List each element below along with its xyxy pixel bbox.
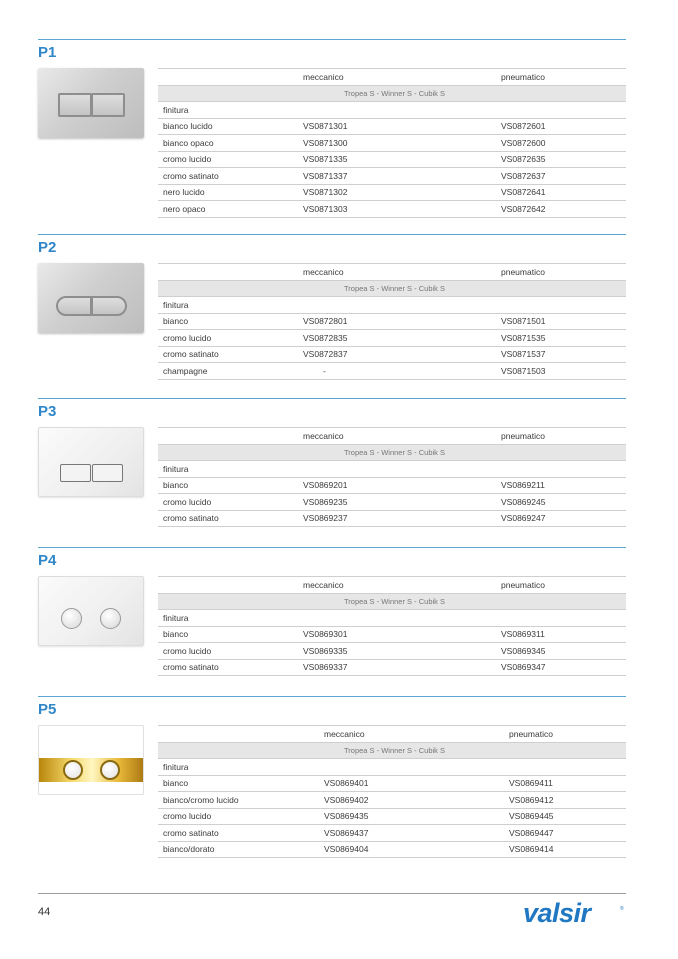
flush-button-left xyxy=(61,608,82,629)
section-title: P3 xyxy=(38,403,57,420)
pneumatic-code: VS0869447 xyxy=(504,825,626,842)
pneumatic-code: VS0869245 xyxy=(496,494,626,511)
mechanical-code: VS0869402 xyxy=(319,792,504,809)
table-header-row xyxy=(158,428,626,445)
finish-name: champagne xyxy=(158,363,298,380)
finish-label: finitura xyxy=(158,461,626,478)
registered-mark: ® xyxy=(620,906,624,912)
table-row xyxy=(158,626,626,643)
table-row xyxy=(158,330,626,347)
section-divider xyxy=(38,398,626,399)
compatibility-note: Tropea S - Winner S - Cubik S xyxy=(158,280,626,297)
finish-label-row xyxy=(158,610,626,627)
finish-name: cromo satinato xyxy=(158,825,319,842)
gold-band xyxy=(39,758,144,782)
finish-label-row xyxy=(158,102,626,119)
column-header-mechanical: meccanico xyxy=(298,428,496,445)
mechanical-code: VS0869404 xyxy=(319,841,504,858)
finish-label-row xyxy=(158,759,626,776)
table-row xyxy=(158,118,626,135)
mechanical-code: VS0869235 xyxy=(298,494,496,511)
mechanical-code: VS0869435 xyxy=(319,808,504,825)
pneumatic-code: VS0869445 xyxy=(504,808,626,825)
table-row xyxy=(158,792,626,809)
table-row xyxy=(158,841,626,858)
product-code-table-p1 xyxy=(158,68,626,218)
column-header-mechanical: meccanico xyxy=(319,726,504,743)
table-row xyxy=(158,168,626,185)
finish-name: cromo satinato xyxy=(158,346,298,363)
table-row xyxy=(158,477,626,494)
pneumatic-code: VS0869311 xyxy=(496,626,626,643)
finish-name: bianco xyxy=(158,775,319,792)
mechanical-code: VS0871300 xyxy=(298,135,496,152)
flush-plate-image-p3 xyxy=(38,427,144,497)
product-code-table-p3 xyxy=(158,427,626,527)
compatibility-row xyxy=(158,85,626,102)
finish-name: cromo satinato xyxy=(158,168,298,185)
compatibility-note: Tropea S - Winner S - Cubik S xyxy=(158,85,626,102)
table-row xyxy=(158,775,626,792)
mechanical-code: VS0869337 xyxy=(298,659,496,676)
compatibility-row xyxy=(158,280,626,297)
mechanical-code: VS0869237 xyxy=(298,510,496,527)
flush-button-left xyxy=(58,93,92,117)
product-code-table-p4 xyxy=(158,576,626,676)
pneumatic-code: VS0871501 xyxy=(496,313,626,330)
column-header-pneumatic: pneumatico xyxy=(496,264,626,281)
finish-name: bianco lucido xyxy=(158,118,298,135)
mechanical-code: VS0871303 xyxy=(298,201,496,218)
table-row xyxy=(158,659,626,676)
finish-name: nero lucido xyxy=(158,184,298,201)
section-title: P4 xyxy=(38,552,57,569)
compatibility-row xyxy=(158,593,626,610)
mechanical-code: VS0869335 xyxy=(298,643,496,660)
mechanical-code: - xyxy=(298,363,496,380)
pneumatic-code: VS0872642 xyxy=(496,201,626,218)
finish-name: bianco xyxy=(158,477,298,494)
pneumatic-code: VS0871503 xyxy=(496,363,626,380)
column-header-pneumatic: pneumatico xyxy=(496,69,626,86)
mechanical-code: VS0869301 xyxy=(298,626,496,643)
table-row xyxy=(158,825,626,842)
mechanical-code: VS0871302 xyxy=(298,184,496,201)
flush-button-right xyxy=(91,296,127,316)
finish-label-row xyxy=(158,461,626,478)
section-divider xyxy=(38,696,626,697)
finish-label: finitura xyxy=(158,297,626,314)
compatibility-row xyxy=(158,444,626,461)
flush-plate-image-p1 xyxy=(38,68,144,138)
section-title: P5 xyxy=(38,701,57,718)
table-row xyxy=(158,643,626,660)
column-header-pneumatic: pneumatico xyxy=(504,726,626,743)
table-row xyxy=(158,346,626,363)
pneumatic-code: VS0871537 xyxy=(496,346,626,363)
flush-button-right xyxy=(100,608,121,629)
mechanical-code: VS0871301 xyxy=(298,118,496,135)
flush-button-right xyxy=(100,760,120,780)
finish-label-row xyxy=(158,297,626,314)
mechanical-code: VS0871337 xyxy=(298,168,496,185)
pneumatic-code: VS0869414 xyxy=(504,841,626,858)
mechanical-code: VS0872837 xyxy=(298,346,496,363)
flush-plate-image-p4 xyxy=(38,576,144,646)
pneumatic-code: VS0872637 xyxy=(496,168,626,185)
finish-name: cromo lucido xyxy=(158,808,319,825)
finish-label: finitura xyxy=(158,610,626,627)
mechanical-code: VS0872801 xyxy=(298,313,496,330)
finish-label: finitura xyxy=(158,102,626,119)
flush-plate-image-p5 xyxy=(38,725,144,795)
mechanical-code: VS0872835 xyxy=(298,330,496,347)
flush-button-left xyxy=(63,760,83,780)
table-row xyxy=(158,510,626,527)
finish-name: cromo lucido xyxy=(158,643,298,660)
column-header-mechanical: meccanico xyxy=(298,69,496,86)
flush-button-left xyxy=(56,296,92,316)
pneumatic-code: VS0869211 xyxy=(496,477,626,494)
finish-name: bianco opaco xyxy=(158,135,298,152)
table-header-row xyxy=(158,69,626,86)
column-header-pneumatic: pneumatico xyxy=(496,577,626,594)
flush-button-left xyxy=(60,464,91,482)
finish-name: nero opaco xyxy=(158,201,298,218)
pneumatic-code: VS0869247 xyxy=(496,510,626,527)
pneumatic-code: VS0869412 xyxy=(504,792,626,809)
finish-name: bianco/cromo lucido xyxy=(158,792,319,809)
finish-name: cromo lucido xyxy=(158,330,298,347)
table-row xyxy=(158,135,626,152)
mechanical-code: VS0869401 xyxy=(319,775,504,792)
table-row xyxy=(158,494,626,511)
section-title: P1 xyxy=(38,44,57,61)
pneumatic-code: VS0869411 xyxy=(504,775,626,792)
finish-name: bianco xyxy=(158,626,298,643)
pneumatic-code: VS0872641 xyxy=(496,184,626,201)
section-divider xyxy=(38,39,626,40)
footer-divider xyxy=(38,893,626,894)
table-row xyxy=(158,808,626,825)
column-header-mechanical: meccanico xyxy=(298,577,496,594)
table-header-row xyxy=(158,264,626,281)
pneumatic-code: VS0869345 xyxy=(496,643,626,660)
pneumatic-code: VS0872635 xyxy=(496,151,626,168)
table-row xyxy=(158,363,626,380)
section-divider xyxy=(38,547,626,548)
finish-name: cromo satinato xyxy=(158,659,298,676)
mechanical-code: VS0869437 xyxy=(319,825,504,842)
section-divider xyxy=(38,234,626,235)
product-code-table-p2 xyxy=(158,263,626,380)
flush-plate-image-p2 xyxy=(38,263,144,333)
pneumatic-code: VS0869347 xyxy=(496,659,626,676)
table-row xyxy=(158,313,626,330)
brand-logo: valsir xyxy=(523,898,591,928)
table-row xyxy=(158,151,626,168)
finish-name: cromo satinato xyxy=(158,510,298,527)
flush-button-right xyxy=(92,464,123,482)
table-header-row xyxy=(158,577,626,594)
compatibility-note: Tropea S - Winner S - Cubik S xyxy=(158,593,626,610)
table-header-row xyxy=(158,726,626,743)
pneumatic-code: VS0871535 xyxy=(496,330,626,347)
product-code-table-p5 xyxy=(158,725,626,858)
finish-name: cromo lucido xyxy=(158,494,298,511)
pneumatic-code: VS0872600 xyxy=(496,135,626,152)
mechanical-code: VS0871335 xyxy=(298,151,496,168)
column-header-mechanical: meccanico xyxy=(298,264,496,281)
page-number: 44 xyxy=(38,906,51,918)
section-title: P2 xyxy=(38,239,57,256)
finish-name: cromo lucido xyxy=(158,151,298,168)
compatibility-row xyxy=(158,742,626,759)
finish-label: finitura xyxy=(158,759,626,776)
mechanical-code: VS0869201 xyxy=(298,477,496,494)
finish-name: bianco xyxy=(158,313,298,330)
finish-name: bianco/dorato xyxy=(158,841,319,858)
pneumatic-code: VS0872601 xyxy=(496,118,626,135)
table-row xyxy=(158,184,626,201)
table-row xyxy=(158,201,626,218)
compatibility-note: Tropea S - Winner S - Cubik S xyxy=(158,742,626,759)
column-header-pneumatic: pneumatico xyxy=(496,428,626,445)
flush-button-right xyxy=(91,93,125,117)
compatibility-note: Tropea S - Winner S - Cubik S xyxy=(158,444,626,461)
